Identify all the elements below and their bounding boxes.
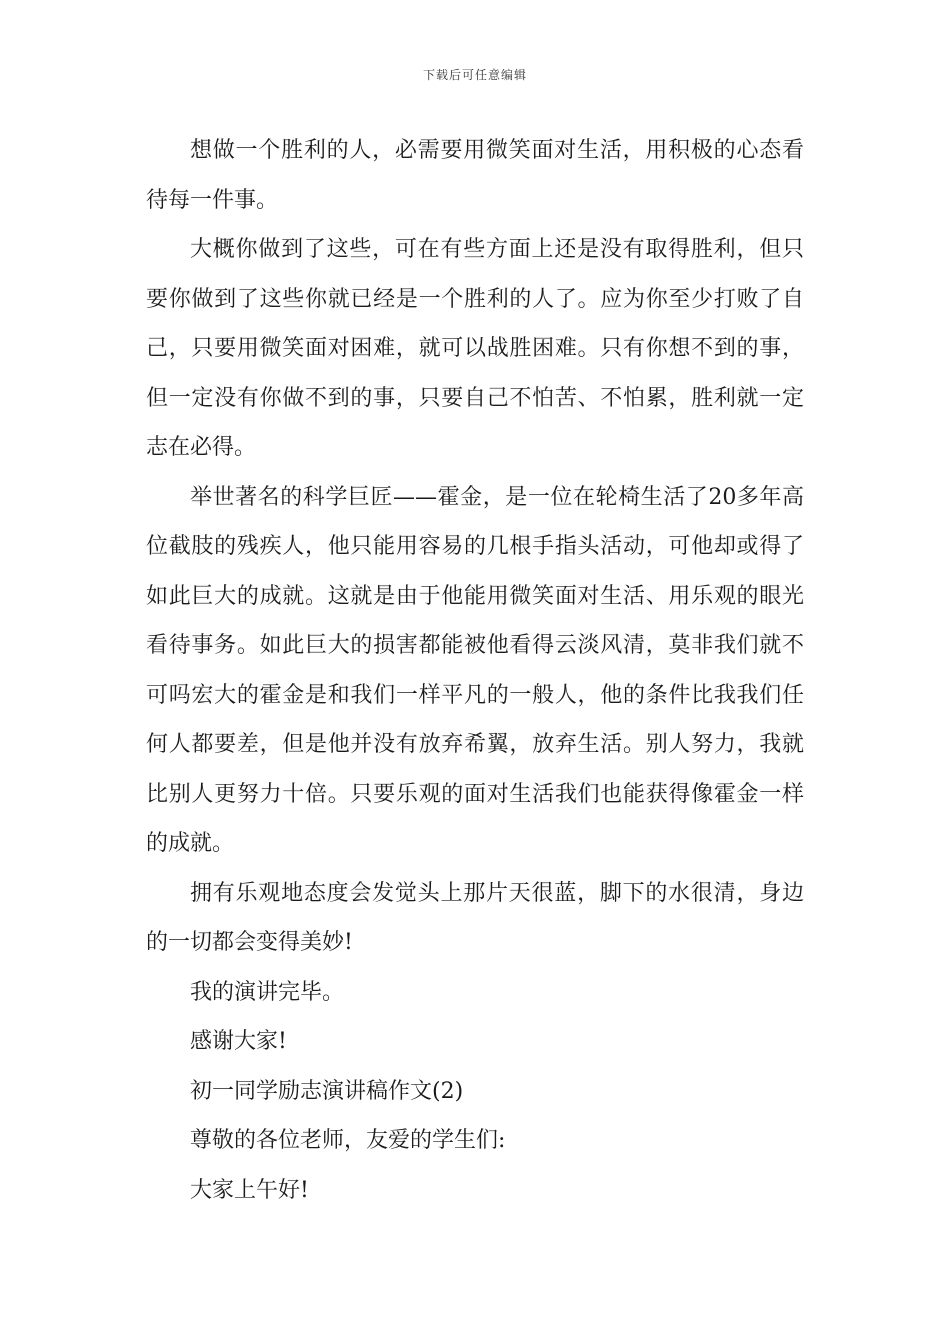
paragraph-optimistic-attitude: 拥有乐观地态度会发觉头上那片天很蓝，脚下的水很清，身边的一切都会变得美妙! (146, 880, 804, 955)
page-header: 下载后可任意编辑 (422, 68, 527, 82)
paragraph-speech-end: 我的演讲完毕。 (190, 979, 345, 1005)
paragraph-smile-at-life: 想做一个胜利的人，必需要用微笑面对生活，用积极的心态看待每一件事。 (146, 138, 804, 213)
paragraph-greeting: 大家上午好! (190, 1177, 309, 1203)
paragraph-defeat-yourself: 大概你做到了这些，可在有些方面上还是没有取得胜利，但只要你做到了这些你就已经是一个胜利的人了。应为你至少打败了自己，只要用微笑面对困难，就可以战胜困难。只有你想不到的事，但一定没有你做不到的事，只要自己不怕苦、不怕累，胜利就一定志在必得。 (146, 237, 804, 460)
document-body (146, 126, 804, 1215)
paragraph-salutation: 尊敬的各位老师，友爱的学生们: (190, 1128, 506, 1153)
section-title: 初一同学励志演讲稿作文(2) (190, 1078, 464, 1104)
paragraph-thanks: 感谢大家! (190, 1029, 287, 1054)
paragraph-hawking-example: 举世著名的科学巨匠——霍金，是一位在轮椅生活了20多年高位截肢的残疾人，他只能用容易的几根手指头活动，可他却或得了如此巨大的成就。这就是由于他能用微笑面对生活、用乐观的眼光看待事务。如此巨大的损害都能被他看得云淡风清，莫非我们就不可吗宏大的霍金是和我们一样平凡的一般人，他的条件比我我们任何人都要差，但是他并没有放弃希翼，放弃生活。别人努力，我就比别人更努力十倍。只要乐观的面对生活我们也能获得像霍金一样的成就。 (146, 484, 804, 856)
